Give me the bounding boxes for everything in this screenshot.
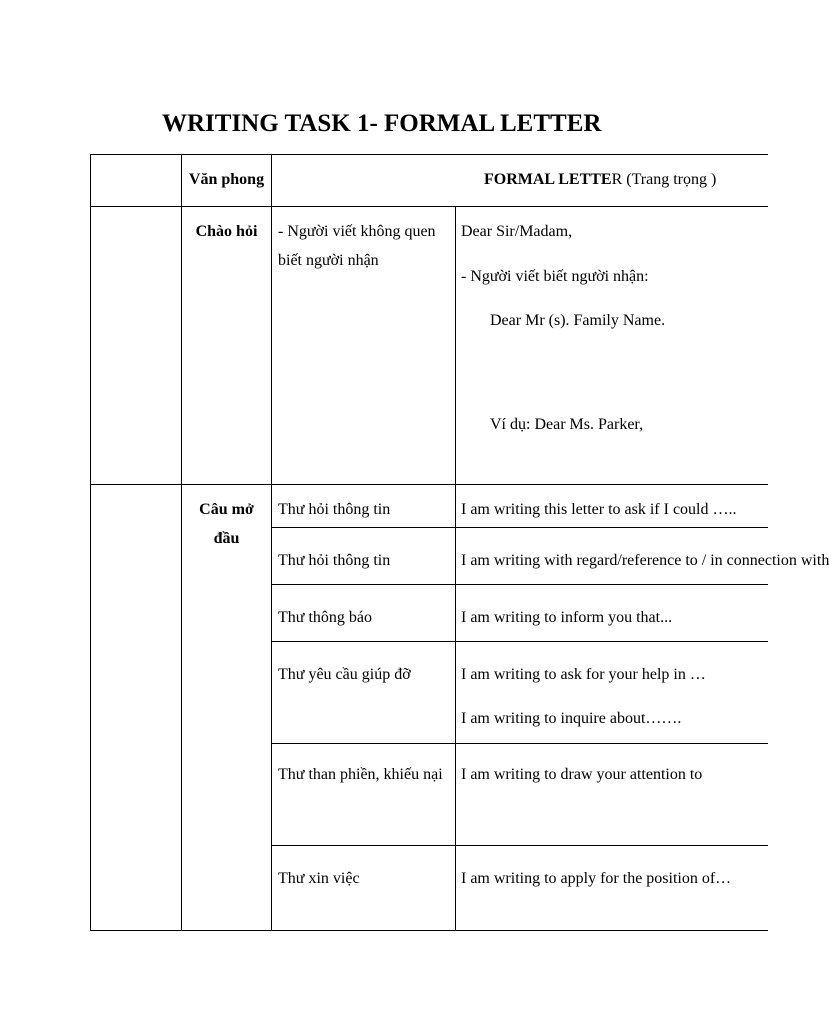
header-style-label: Văn phong: [188, 171, 265, 188]
table-border-col-3: [455, 206, 456, 931]
greeting-known-form: Dear Mr (s). Family Name.: [490, 312, 666, 329]
opening-phrase: I am writing to draw your attention to: [461, 766, 703, 783]
table-border-left: [90, 154, 91, 931]
table-border-top: [90, 154, 768, 155]
greeting-unknown-recipient: Dear Sir/Madam,: [461, 223, 573, 240]
opening-type: Thư xin việc: [278, 870, 360, 887]
greeting-label: Chào hỏi: [195, 223, 258, 240]
greeting-case-line-2: biết người nhận: [278, 252, 379, 269]
greeting-example: Ví dụ: Dear Ms. Parker,: [490, 416, 644, 433]
table-border-header: [90, 206, 768, 207]
table-border-bottom: [90, 930, 768, 931]
opening-type: Thư hỏi thông tin: [278, 552, 391, 569]
table-border-row-5: [271, 845, 768, 846]
table-border-row-4: [271, 743, 768, 744]
opening-type: Thư thông báo: [278, 609, 372, 626]
opening-type: Thư hỏi thông tin: [278, 501, 391, 518]
table-border-row-1: [271, 527, 768, 528]
table-border-row-2: [271, 584, 768, 585]
table-border-greeting: [90, 484, 768, 485]
header-formal-letter: [484, 165, 716, 194]
opening-label-line-1: Câu mở: [199, 501, 254, 518]
page-title: WRITING TASK 1- FORMAL LETTER: [162, 110, 602, 137]
opening-phrase: I am writing with regard/reference to / in connection with: [461, 552, 829, 569]
opening-type: Thư than phiền, khiếu nại: [278, 766, 443, 783]
opening-phrase: I am writing to apply for the position of…: [461, 870, 732, 887]
header-formal-rest: R (Trang trọng ): [611, 171, 717, 188]
header-formal-bold: FORMAL LETTE: [484, 171, 612, 188]
opening-phrase-secondary: I am writing to inquire about…….: [461, 710, 682, 727]
table-border-row-3: [271, 641, 768, 642]
opening-phrase: I am writing to ask for your help in …: [461, 666, 706, 683]
opening-type: Thư yêu cầu giúp đỡ: [278, 666, 411, 683]
table-border-col-2: [271, 154, 272, 931]
opening-phrase: I am writing this letter to ask if I could …..: [461, 501, 737, 518]
greeting-case-line-1: - Người viết không quen: [278, 223, 436, 240]
opening-phrase: I am writing to inform you that...: [461, 609, 673, 626]
opening-label-line-2: đầu: [213, 530, 240, 547]
greeting-known-intro: - Người viết biết người nhận:: [461, 268, 649, 285]
